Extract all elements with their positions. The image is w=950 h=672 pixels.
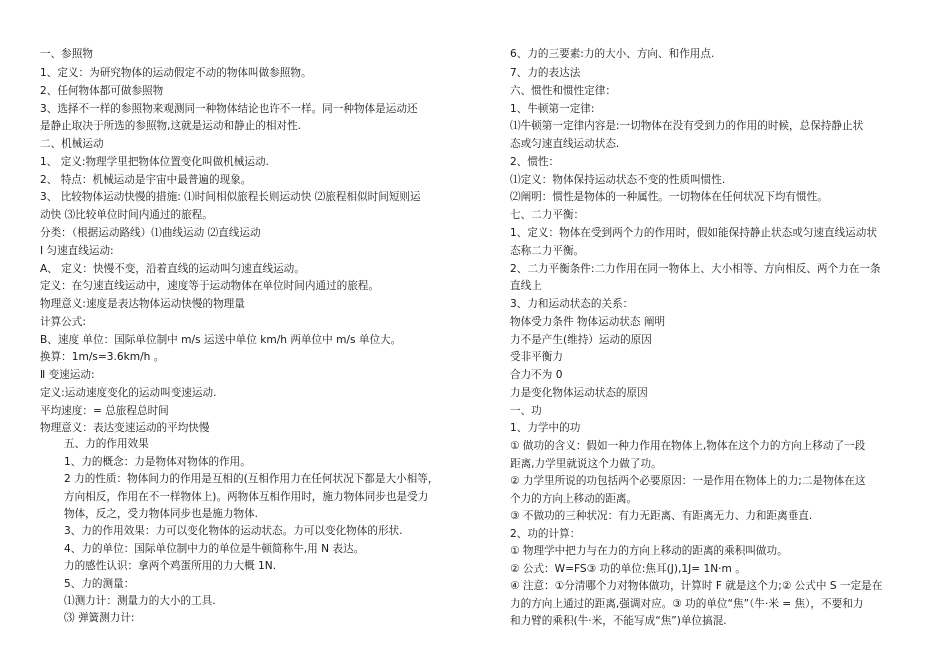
left-line: Ⅱ 变速运动: [40, 369, 95, 381]
right-line: ④ 注意：①分清哪个力对物体做功，计算时 F 就是这个力;② 公式中 S 一定是在 [510, 580, 883, 592]
left-line: 平均速度：= 总旅程总时间 [40, 405, 169, 417]
left-line: ⑴测力计：测量力的大小的工具. [64, 595, 216, 607]
left-line: 5、力的测量： [64, 578, 135, 590]
right-line: 态或匀速直线运动状态. [510, 138, 620, 150]
right-line: ② 力学里所说的功包括两个必要原因：一是作用在物体上的力;二是物体在这 [510, 475, 866, 487]
left-line: 物理意义：表达变速运动的平均快慢 [40, 422, 210, 434]
right-line: 个力的方向上移动的距离。 [510, 493, 638, 505]
left-line: 3、 比较物体运动快慢的措施: ⑴时间相似旅程长则运动快 ⑵旅程相似时间短则运 [40, 191, 421, 203]
left-line: 3、选择不一样的参照物来观测同一种物体结论也许不一样。同一种物体是运动还 [40, 103, 418, 115]
right-line: 2、二力平衡条件:二力作用在同一物体上、大小相等、方向相反、两个力在一条 [510, 263, 881, 275]
left-line: 五、力的作用效果 [64, 438, 149, 450]
left-line: ⑶ 弹簧测力计: [64, 612, 135, 624]
left-line: 2、任何物体都可做参照物 [40, 85, 164, 97]
right-line: ⑵阐明：惯性是物体的一种属性。一切物体在任何状况下均有惯性。 [510, 191, 828, 203]
right-line: 受非平衡力 [510, 351, 563, 363]
right-line: 2、惯性： [510, 156, 560, 168]
left-line: 1、定义：为研究物体的运动假定不动的物体叫做参照物。 [40, 67, 312, 79]
right-line: ⑴牛顿第一定律内容是:一切物体在没有受到力的作用的时候，总保持静止状 [510, 120, 864, 132]
right-line: ② 公式：W=FS③ 功的单位:焦耳(J),1J= 1N·m 。 [510, 563, 746, 575]
left-line: 3、力的作用效果：力可以变化物体的运动状态。力可以变化物体的形状. [64, 525, 403, 537]
right-line: 合力不为 0 [510, 369, 563, 381]
left-line: 定义：在匀速直线运动中，速度等于运动物体在单位时间内通过的旅程。 [40, 280, 379, 292]
left-line: 2 力的性质：物体间力的作用是互相的(互相作用力在任何状况下都是大小相等， [64, 473, 439, 485]
right-line: 六、惯性和惯性定律： [510, 85, 616, 97]
left-line: 定义:运动速度变化的运动叫变速运动. [40, 387, 217, 399]
left-line: 力的感性认识：拿两个鸡蛋所用的力大概 1N. [64, 560, 277, 572]
right-line: 6、力的三要素:力的大小、方向、和作用点. [510, 48, 715, 60]
left-line: 2、 特点：机械运动是宇宙中最普遍的现象。 [40, 174, 252, 186]
right-line: 3、力和运动状态的关系： [510, 298, 634, 310]
left-line: 是静止取决于所选的参照物,这就是运动和静止的相对性. [40, 120, 301, 132]
right-line: 1、力学中的功 [510, 422, 581, 434]
right-line: ③ 不做功的三种状况：有力无距离、有距离无力、力和距离垂直. [510, 510, 813, 522]
left-line: A、 定义：快慢不变，沿着直线的运动叫匀速直线运动。 [40, 263, 305, 275]
right-line: 力的方向上通过的距离,强调对应。③ 功的单位“焦”（牛·米 = 焦），不要和力 [510, 598, 864, 610]
left-line: B、速度 单位：国际单位制中 m/s 运送中单位 km/h 两单位中 m/s 单位大。 [40, 334, 402, 346]
right-line: ⑴定义：物体保持运动状态不变的性质叫惯性. [510, 174, 726, 186]
right-line: 距离,力学里就说这个力做了功。 [510, 458, 662, 470]
left-line: 换算：1m/s=3.6km/h 。 [40, 351, 165, 363]
left-line: 1、力的概念：力是物体对物体的作用。 [64, 456, 251, 468]
left-line: 物体，反之，受力物体同步也是施力物体. [64, 508, 259, 520]
right-line: 七、二力平衡： [510, 209, 585, 221]
left-line: 计算公式: [40, 316, 86, 328]
right-line: 直线上 [510, 280, 542, 292]
right-line: 一、功 [510, 405, 542, 417]
right-line: 和力臂的乘积(牛·米，不能写成“焦”)单位搞混. [510, 615, 727, 627]
right-line: 态称二力平衡。 [510, 245, 585, 257]
right-line: 力不是产生(维持）运动的原因 [510, 334, 652, 346]
right-line: 7、力的表达法 [510, 67, 581, 79]
left-line: 一、参照物 [40, 48, 93, 60]
left-line: 4、力的单位：国际单位制中力的单位是牛顿简称牛,用 N 表达。 [64, 543, 365, 555]
right-line: 1、定义：物体在受到两个力的作用时，假如能保持静止状态或匀速直线运动状 [510, 227, 877, 239]
left-line: 二、机械运动 [40, 138, 104, 150]
left-line: 方向相反，作用在不一样物体上)。两物体互相作用时，施力物体同步也是受力 [64, 491, 429, 503]
right-line: ① 物理学中把力与在力的方向上移动的距离的乘积叫做功。 [510, 545, 788, 557]
left-line: 1、 定义:物理学里把物体位置变化叫做机械运动. [40, 156, 269, 168]
right-line: 1、牛顿第一定律: [510, 103, 595, 115]
left-line: Ⅰ 匀速直线运动: [40, 245, 114, 257]
right-line: 物体受力条件 物体运动状态 阐明 [510, 316, 666, 328]
left-line: 物理意义:速度是表达物体运动快慢的物理量 [40, 298, 245, 310]
left-line: 动快 ⑶比较单位时间内通过的旅程。 [40, 209, 213, 221]
right-line: 力是变化物体运动状态的原因 [510, 387, 648, 399]
right-line: ① 做功的含义：假如一种力作用在物体上,物体在这个力的方向上移动了一段 [510, 440, 866, 452]
left-line: 分类：（根据运动路线）⑴曲线运动 ⑵直线运动 [40, 227, 261, 239]
right-line: 2、功的计算： [510, 528, 581, 540]
